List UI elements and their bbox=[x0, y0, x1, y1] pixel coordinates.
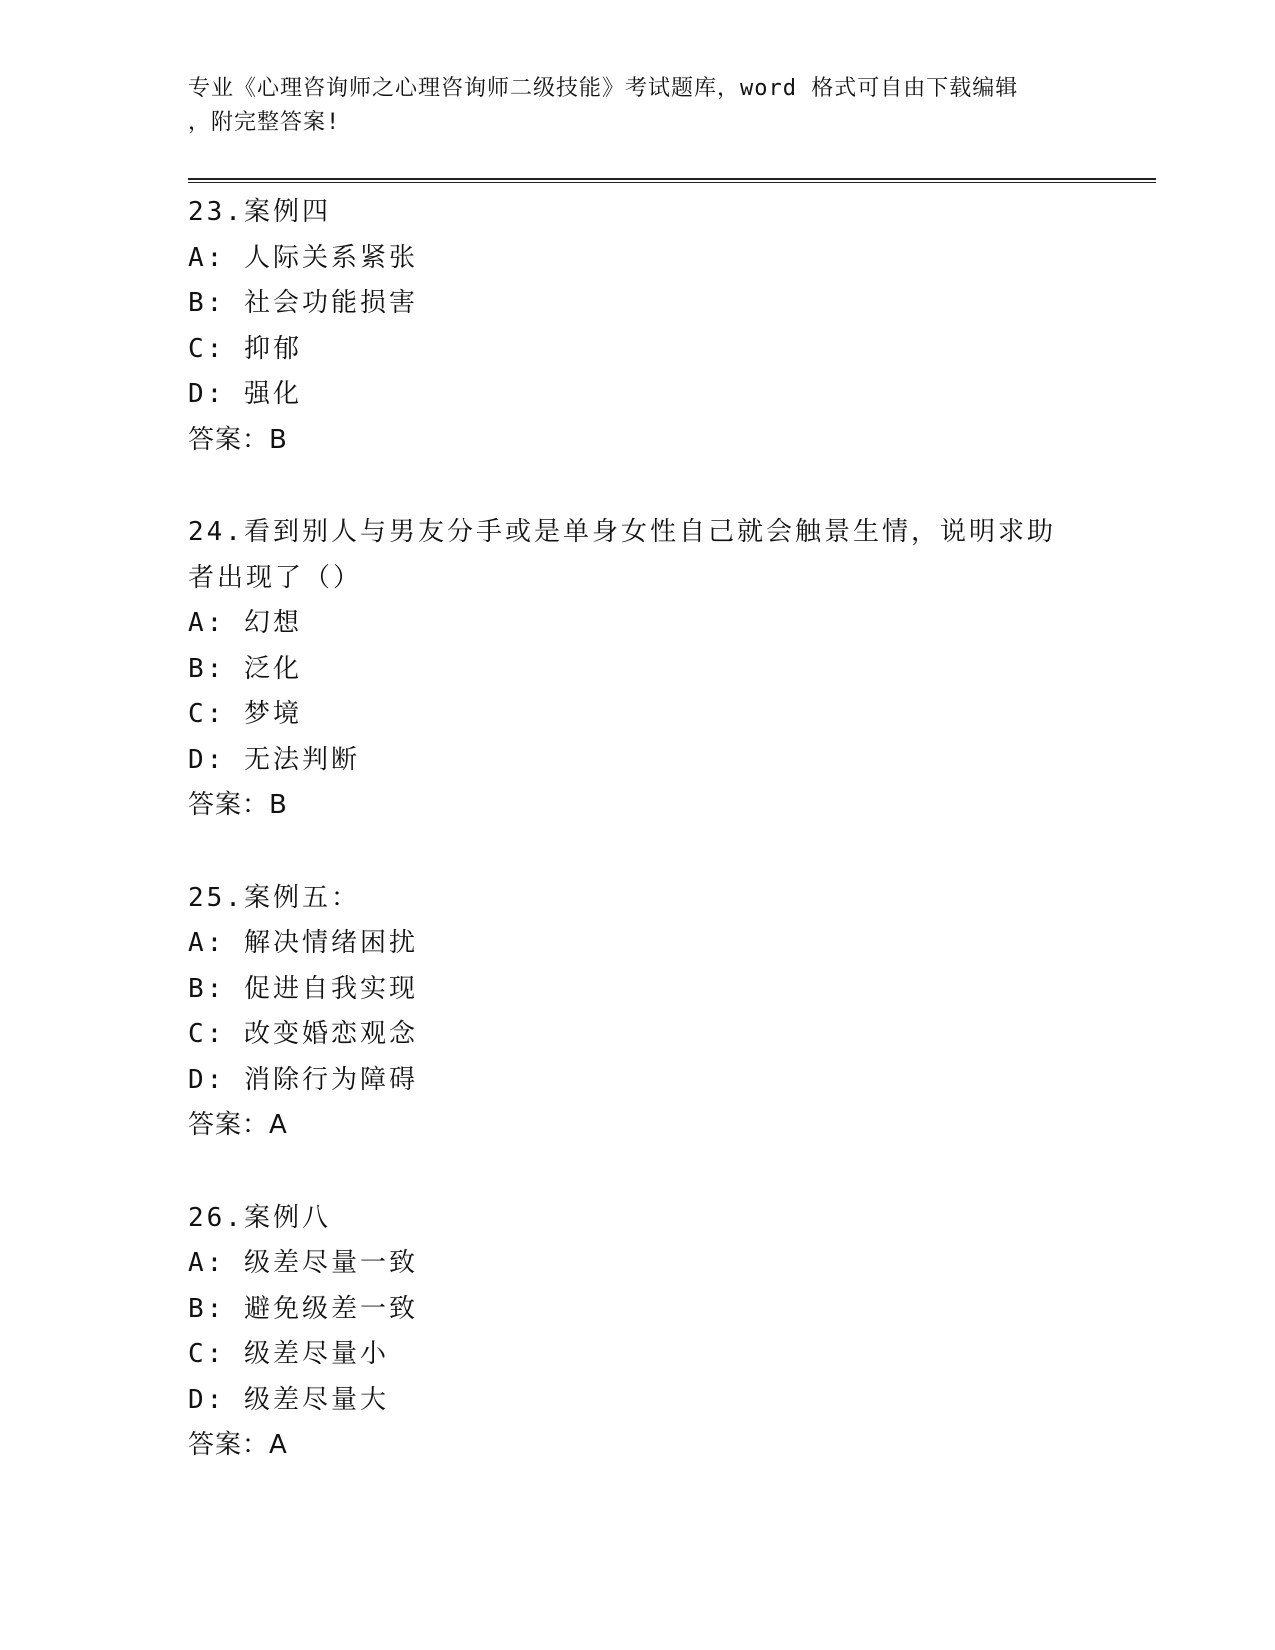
option-c: C: 级差尽量小 bbox=[188, 1339, 389, 1369]
option-d: D: 消除行为障碍 bbox=[188, 1064, 418, 1095]
option-d: D: 强化 bbox=[188, 379, 302, 409]
answer-line: 答案：A bbox=[188, 1110, 288, 1140]
question-24 bbox=[188, 510, 1088, 829]
option-b: B: 泛化 bbox=[188, 653, 302, 684]
answer-line: 答案：B bbox=[188, 424, 288, 455]
option-a: A: 解决情绪困扰 bbox=[188, 928, 418, 958]
question-stem: 23.案例四 bbox=[188, 197, 331, 227]
question-stem: 26.案例八 bbox=[188, 1202, 331, 1233]
question-25 bbox=[188, 876, 1088, 1149]
option-c: C: 抑郁 bbox=[188, 333, 302, 364]
header-line-2: ，附完整答案! bbox=[188, 110, 341, 135]
question-list bbox=[188, 190, 1088, 1516]
option-a: A: 幻想 bbox=[188, 608, 302, 638]
header-divider bbox=[188, 178, 1156, 183]
question-23 bbox=[188, 190, 1088, 463]
option-d: D: 级差尽量大 bbox=[188, 1384, 389, 1415]
option-d: D: 无法判断 bbox=[188, 744, 360, 775]
answer-line: 答案：A bbox=[188, 1430, 288, 1460]
option-c: C: 梦境 bbox=[188, 699, 302, 729]
question-stem: 25.案例五： bbox=[188, 882, 360, 913]
option-a: A: 级差尽量一致 bbox=[188, 1248, 418, 1278]
header-line-1: 专业《心理咨询师之心理咨询师二级技能》考试题库，word 格式可自由下载编辑 bbox=[188, 76, 1019, 101]
option-b: B: 社会功能损害 bbox=[188, 288, 418, 318]
option-b: B: 避免级差一致 bbox=[188, 1293, 418, 1324]
question-stem: 24.看到别人与男友分手或是单身女性自己就会触景生情，说明求助者出现了（） bbox=[188, 517, 1056, 593]
option-c: C: 改变婚恋观念 bbox=[188, 1019, 418, 1049]
document-header bbox=[188, 72, 1068, 140]
answer-line: 答案：B bbox=[188, 790, 288, 820]
question-26 bbox=[188, 1196, 1088, 1469]
option-b: B: 促进自我实现 bbox=[188, 973, 418, 1004]
option-a: A: 人际关系紧张 bbox=[188, 242, 418, 273]
